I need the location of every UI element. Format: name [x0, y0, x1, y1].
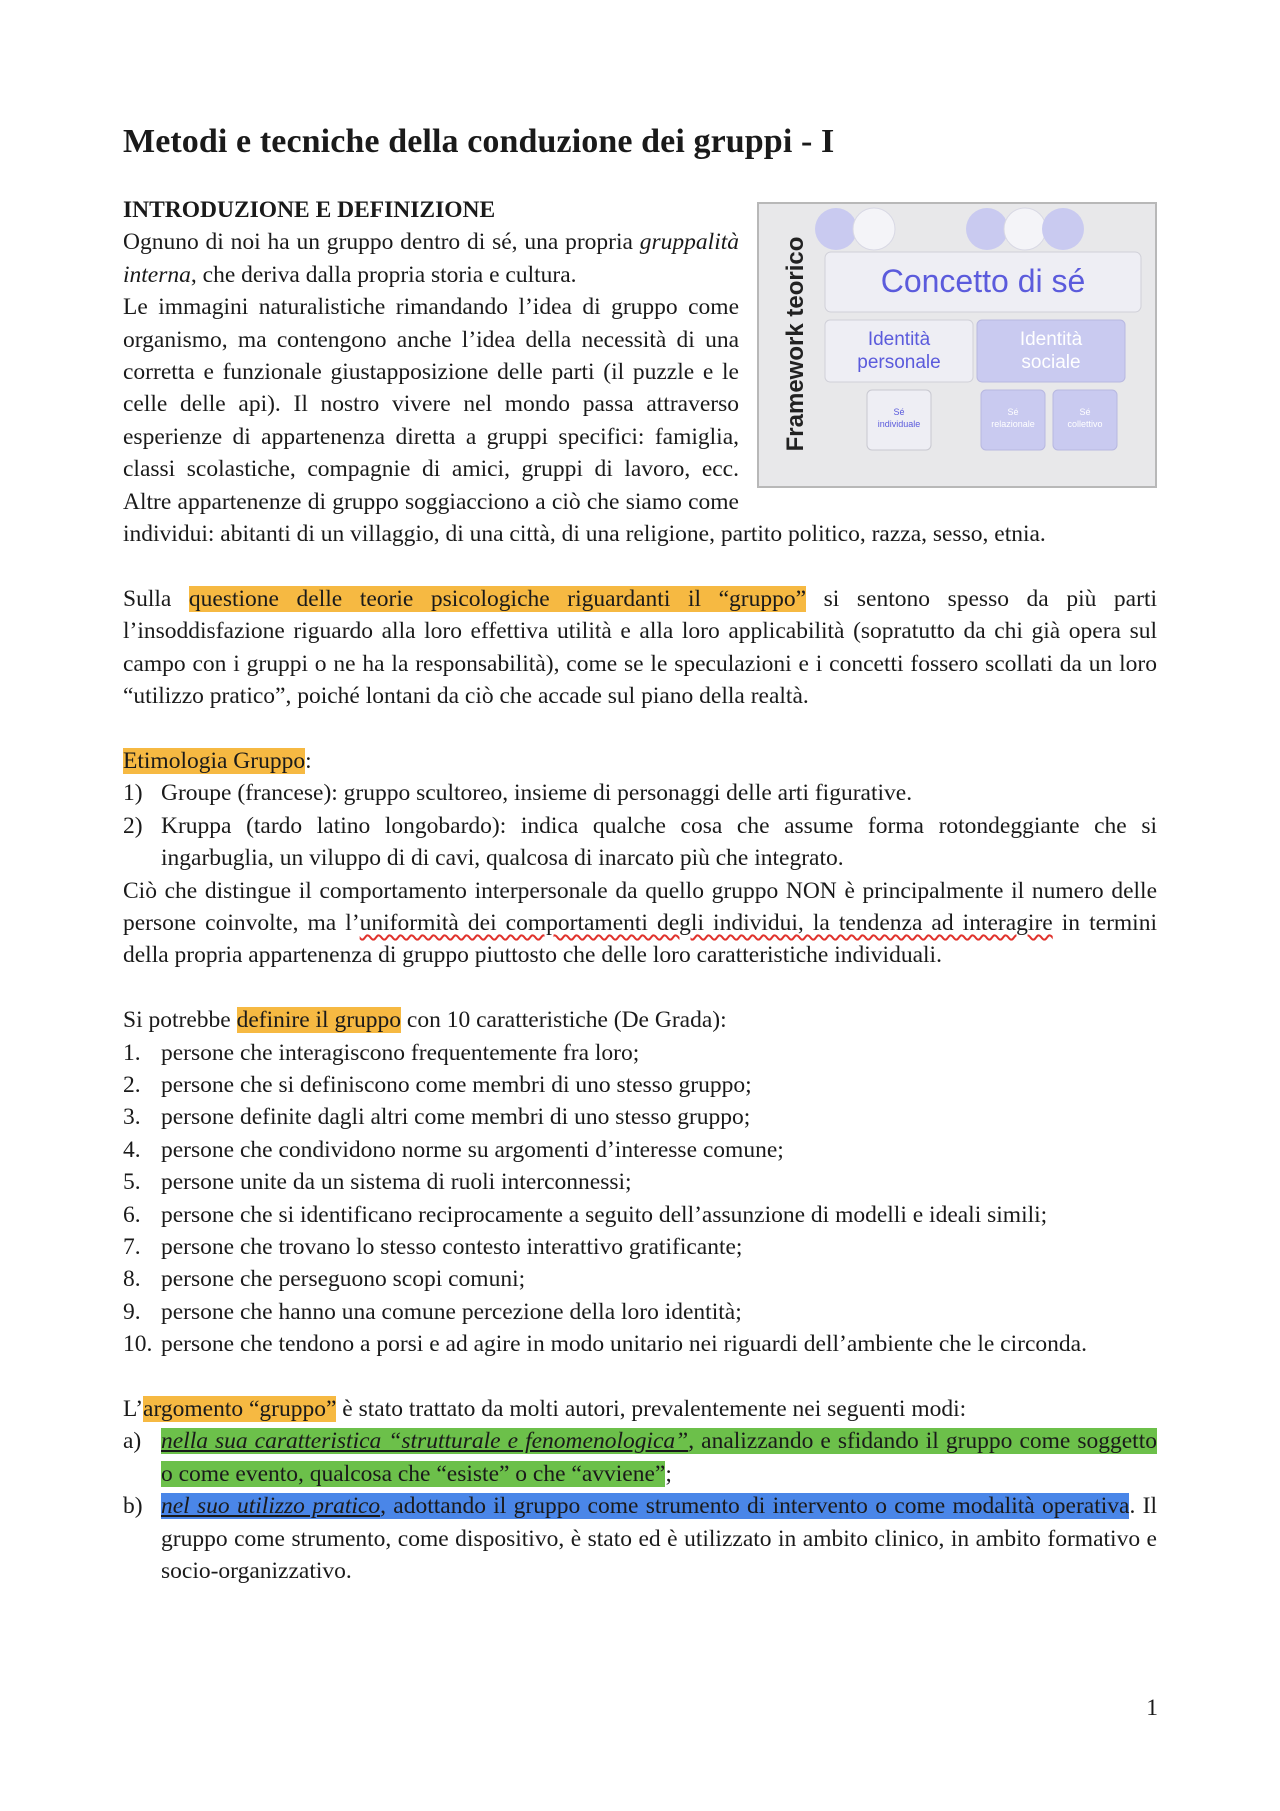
- list-item: 2. persone che si definiscono come membri di uno stesso gruppo;: [123, 1071, 752, 1098]
- definition-intro: Si potrebbe definire il gruppo con 10 caratteristiche (De Grada):: [123, 1007, 727, 1034]
- distinction-paragraph: Ciò che distingue il comportamento interpersonale da quello gruppo NON è principalmente il numero delle persone coinvolte, ma l’uniformità dei comportamenti degli individui, la tendenza ad interagire in termini della propria appartenenza di gruppo piuttosto che delle loro caratteristiche individuali.: [123, 877, 1157, 969]
- highlight-argument: argomento “gruppo”: [143, 1395, 337, 1422]
- page-number: 1: [1146, 1695, 1158, 1721]
- list-item: 6. persone che si identificano reciprocamente a seguito dell’assunzione di modelli e ideali simili;: [123, 1201, 1048, 1228]
- self-collective-line2: collettivo: [1067, 419, 1103, 429]
- intro-paragraph-2: Le immagini naturalistiche rimandando l’idea di gruppo come organismo, ma contengono anche l’idea della necessità di una corretta e funzionale giustapposizione delle parti (il puzzle e le celle delle api). Il nostro vivere nel mondo passa attraverso esperienze di appartenenza diretta a gruppi specifici: famiglia, classi scolastiche, compagnie di amici, gruppi di lavoro, ecc. Altre appartenenze di gruppo soggiacciono a ciò che siamo come individui: abitanti di un villaggio, di una città, di una religione, partito politico, razza, sesso, etnia.: [123, 294, 1046, 548]
- underlined-uniformity: uniformità dei comportamenti degli individui, la tendenza ad interagire: [359, 909, 1053, 936]
- argument-intro: L’argomento “gruppo” è stato trattato da molti autori, prevalentemente nei seguenti modi:: [123, 1395, 967, 1422]
- list-item: 1. persone che interagiscono frequentemente fra loro;: [123, 1039, 640, 1066]
- list-item: 7. persone che trovano lo stesso contesto interattivo gratificante;: [123, 1233, 743, 1260]
- document-page: [123, 120, 1157, 1587]
- characteristics-list: [123, 1037, 1157, 1361]
- list-item: b) nel suo utilizzo pratico, adottando il gruppo come strumento di intervento o come modalità operativa. Il gruppo come strumento, come dispositivo, è stato ed è utilizzato in ambito clinico, in ambito formativo e socio-organizzativo.: [123, 1493, 1157, 1584]
- list-item: 3. persone definite dagli altri come membri di uno stesso gruppo;: [123, 1104, 751, 1131]
- decor-circle: [1004, 208, 1046, 250]
- list-item: 4. persone che condividono norme su argomenti d’interesse comune;: [123, 1136, 784, 1163]
- concept-label: Concetto di sé: [880, 263, 1086, 299]
- self-collective-line1: Sé: [1079, 407, 1091, 417]
- list-item: 9. persone che hanno una comune percezione della loro identità;: [123, 1298, 742, 1325]
- intro-paragraph-1: Ognuno di noi ha un gruppo dentro di sé, una propria gruppalità interna, che deriva dalla propria storia e cultura.: [123, 229, 739, 288]
- list-item: a) nella sua caratteristica “strutturale e fenomenologica”, analizzando e sfidando il gruppo come soggetto o come evento, qualcosa che “esiste” o che “avviene”;: [123, 1428, 1157, 1487]
- list-item: 5. persone unite da un sistema di ruoli interconnessi;: [123, 1169, 632, 1196]
- framework-diagram: [759, 204, 1155, 486]
- etymology-list: [123, 777, 1157, 874]
- argument-list: [123, 1425, 1157, 1587]
- internal-group-term: gruppalità interna: [123, 229, 739, 288]
- list-item: 1) Groupe (francese): gruppo scultoreo, insieme di personaggi delle arti figurative.: [123, 780, 913, 807]
- decor-circle: [853, 208, 895, 250]
- page-title: Metodi e tecniche della conduzione dei gruppi - I: [123, 123, 835, 160]
- etymology-heading: Etimologia Gruppo:: [123, 747, 312, 774]
- self-relational-line2: relazionale: [991, 419, 1035, 429]
- highlight-practical: nel suo utilizzo pratico, adottando il gruppo come strumento di intervento o come modalità operativa: [161, 1493, 1130, 1520]
- personal-identity-line2: personale: [857, 352, 941, 373]
- list-item: 10. persone che tendono a porsi e ad agire in modo unitario nei riguardi dell’ambiente che le circonda.: [123, 1331, 1087, 1358]
- list-item: 8. persone che perseguono scopi comuni;: [123, 1266, 526, 1293]
- highlight-etymology: Etimologia Gruppo: [123, 747, 306, 774]
- self-individual-line2: individuale: [877, 419, 921, 429]
- theory-paragraph: Sulla questione delle teorie psicologiche riguardanti il “gruppo” si sentono spesso da più parti l’insoddisfazione riguardo alla loro effettiva utilità e alla loro applicabilità (sopratutto da chi già opera sul campo con i gruppi o ne ha la responsabilità), come se le speculazioni e i concetti fossero scollati da un loro “utilizzo pratico”, poiché lontani da ciò che accade sul piano della realtà.: [123, 585, 1157, 710]
- highlight-definition: definire il gruppo: [236, 1007, 402, 1034]
- section-heading: INTRODUZIONE E DEFINIZIONE: [123, 197, 496, 223]
- decor-circle: [815, 208, 857, 250]
- figure-side-label: Framework teorico: [782, 236, 809, 452]
- personal-identity-line1: Identità: [867, 329, 931, 350]
- highlight-theory: questione delle teorie psicologiche riguardanti il “gruppo”: [188, 585, 807, 612]
- self-individual-line1: Sé: [893, 407, 905, 417]
- decor-circle: [966, 208, 1008, 250]
- social-identity-line1: Identità: [1019, 329, 1083, 350]
- self-relational-line1: Sé: [1007, 407, 1019, 417]
- list-item: 2) Kruppa (tardo latino longobardo): indica qualche cosa che assume forma rotondeggiante che si ingarbuglia, un viluppo di di cavi, qualcosa di inarcato più che integrato.: [123, 812, 1157, 872]
- decor-circle: [1042, 208, 1084, 250]
- highlight-structural: nella sua caratteristica “strutturale e fenomenologica”, analizzando e sfidando il gruppo come soggetto o come evento, qualcosa che “esiste” o che “avviene”: [161, 1428, 1157, 1487]
- social-identity-line2: sociale: [1021, 352, 1081, 373]
- framework-figure: [757, 202, 1157, 488]
